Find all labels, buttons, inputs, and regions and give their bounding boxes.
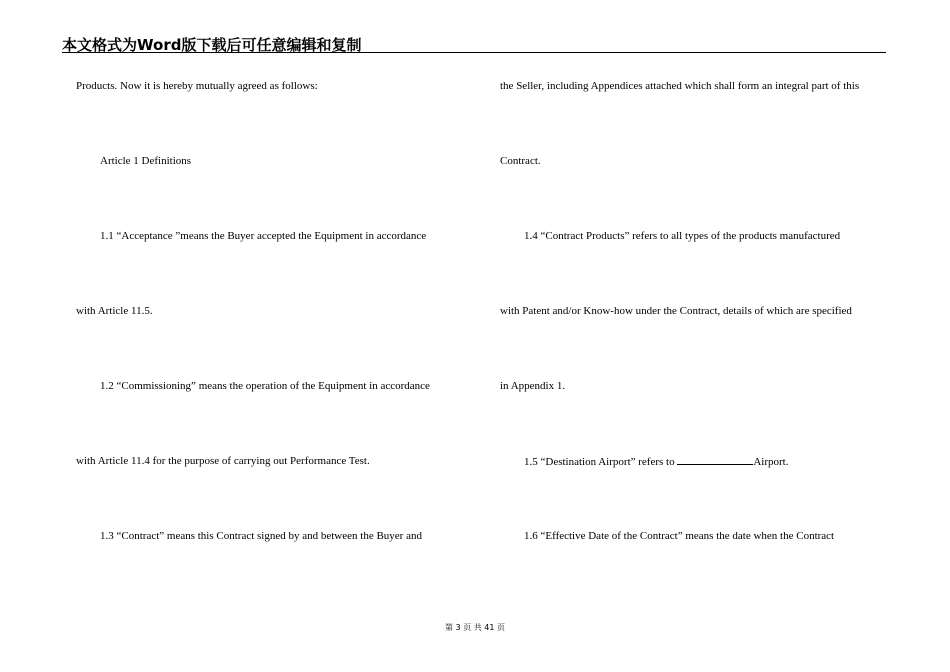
document-header-title: 本文格式为Word版下载后可任意编辑和复制 <box>62 36 362 54</box>
left-line-1: Products. Now it is hereby mutually agreed as follows: <box>76 80 318 92</box>
left-line-5: 1.2 “Commissioning” means the operation of the Equipment in accordance <box>100 380 430 392</box>
header-divider <box>62 52 886 53</box>
right-line-6 <box>524 455 789 469</box>
right-line-5: in Appendix 1. <box>500 380 566 392</box>
left-line-7: 1.3 “Contract” means this Contract signed by and between the Buyer and <box>100 530 422 542</box>
page-footer: 第 3 页 共 41 页 <box>445 623 505 632</box>
right-line-1: the Seller, including Appendices attached which shall form an integral part of this <box>500 80 860 92</box>
right-line-3: 1.4 “Contract Products” refers to all types of the products manufactured <box>524 230 841 242</box>
left-line-2: Article 1 Definitions <box>100 155 192 167</box>
blank-fill-line <box>677 455 753 465</box>
right-line-2: Contract. <box>500 155 541 167</box>
right-line-4: with Patent and/or Know-how under the Contract, details of which are specified <box>500 305 852 317</box>
airport-suffix: Airport. <box>753 456 789 468</box>
right-line-7: 1.6 “Effective Date of the Contract” means the date when the Contract <box>524 530 835 542</box>
destination-airport-label: 1.5 “Destination Airport” refers to <box>524 456 675 468</box>
left-line-6: with Article 11.4 for the purpose of carrying out Performance Test. <box>76 455 370 467</box>
left-line-4: with Article 11.5. <box>76 305 153 317</box>
left-line-3: 1.1 “Acceptance ”means the Buyer accepted the Equipment in accordance <box>100 230 427 242</box>
